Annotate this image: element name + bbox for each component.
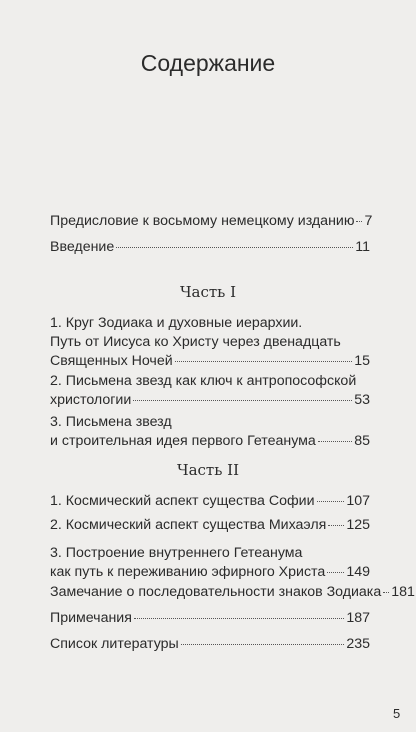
toc-page-number: 187 [346,610,370,626]
toc-page-number: 7 [364,213,373,229]
toc-entry-row [50,583,415,602]
toc-entry-row [50,238,370,257]
toc-entry-row [50,563,370,582]
toc-entry-title: 1. Космический аспект существа Софии [50,493,315,509]
toc-entry [50,212,373,231]
toc-leader-dots [116,247,353,248]
toc-leader-dots [134,618,344,619]
toc-entry-row [50,432,370,451]
toc-entry-title: христологии [50,392,132,408]
toc-page-number: 125 [346,517,370,533]
toc-entry-row [50,609,370,628]
toc-leader-dots [356,221,362,222]
toc-entry [50,413,370,451]
toc-entry-title: Священных Ночей [50,353,173,369]
toc-entry [50,238,370,257]
toc-entry-line: 3. Письмена звезд [50,414,172,430]
toc-entry-line: Путь от Иисуса ко Христу через двенадцать [50,334,341,350]
toc-page-number: 11 [355,239,370,255]
part-heading: Часть I [179,283,237,301]
toc-page-number: 15 [354,353,370,369]
toc-entry [50,516,370,535]
toc-entry [50,372,370,410]
part-heading: Часть II [176,461,240,479]
toc-entry-title: Список литературы [50,636,179,652]
toc-leader-dots [328,525,344,526]
toc-entry [50,314,370,371]
toc-leader-dots [383,592,389,593]
toc-entry-row [50,391,370,410]
toc-page-number: 107 [346,493,370,509]
toc-page-number: 53 [354,392,370,408]
toc-entry [50,544,370,582]
toc-entry-title: Примечания [50,610,132,626]
toc-entry-title: Замечание о последовательности знаков Зодиака [50,584,382,600]
page-title: Содержание [140,50,276,76]
toc-entry-title: как путь к переживанию эфирного Христа [50,564,326,580]
toc-entry-row [50,492,370,511]
toc-entry-line: 2. Письмена звезд как ключ к антропософской [50,373,357,389]
toc-entry-line: 3. Построение внутреннего Гетеанума [50,545,303,561]
toc-entry [50,492,370,511]
toc-page-number: 149 [346,564,370,580]
toc-entry-line: 1. Круг Зодиака и духовные иерархии. [50,315,303,331]
toc-entry-title: Предисловие к восьмому немецкому изданию [50,213,355,229]
page-number: 5 [393,706,401,721]
toc-entry-row [50,212,373,231]
toc-leader-dots [327,572,344,573]
toc-entry-title: Введение [50,239,115,255]
toc-entry-row [50,635,370,654]
toc-entry [50,583,415,602]
toc-page-number: 235 [346,636,370,652]
toc-entry-title: 2. Космический аспект существа Михаэля [50,517,327,533]
toc-leader-dots [181,644,345,645]
toc-entry [50,635,370,654]
toc-entry-row [50,352,370,371]
toc-page-number: 181 [391,584,415,600]
toc-entry-title: и строительная идея первого Гетеанума [50,433,316,449]
toc-entry [50,609,370,628]
toc-entry-row [50,516,370,535]
toc-leader-dots [175,361,353,362]
toc-leader-dots [133,400,352,401]
toc-leader-dots [317,501,345,502]
toc-leader-dots [318,441,352,442]
toc-page-number: 85 [354,433,370,449]
